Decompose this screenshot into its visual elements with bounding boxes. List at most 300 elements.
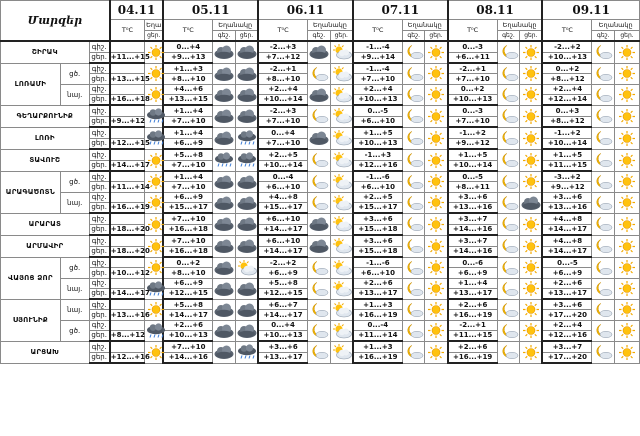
night-temperature: -2...+3 xyxy=(258,41,307,52)
sun-icon xyxy=(425,171,448,192)
night-temperature: 0...-3 xyxy=(448,41,497,52)
night-temperature: +5...+8 xyxy=(163,149,212,160)
cloud-icon xyxy=(308,127,331,149)
moon-icon xyxy=(592,299,615,320)
day-temperature: +10...+14 xyxy=(258,160,307,171)
day-label: ցեր. xyxy=(89,330,110,341)
sun-cloud-icon xyxy=(330,84,353,105)
night-temperature: +1...+4 xyxy=(163,127,212,138)
sun-cloud-icon xyxy=(330,149,353,171)
cloud-icon xyxy=(235,299,258,320)
day-label: ցեր. xyxy=(89,224,110,235)
sun-icon xyxy=(615,278,640,299)
rain-icon xyxy=(235,127,258,149)
rain-icon xyxy=(213,149,236,171)
moon-icon xyxy=(402,235,425,257)
sun-icon xyxy=(615,84,640,105)
sun-cloud-icon xyxy=(330,213,353,235)
night-temperature xyxy=(110,63,145,74)
night-temperature: +4...+8 xyxy=(542,213,591,224)
moon-icon xyxy=(592,41,615,63)
moon-icon xyxy=(308,341,331,363)
day-temperature: +14...+16 xyxy=(448,224,497,235)
day-temperature: +14...+17 xyxy=(110,161,150,170)
night-temperature: +1...+3 xyxy=(353,341,402,352)
sun-cloud-icon xyxy=(330,63,353,84)
moon-icon xyxy=(497,235,520,257)
day-temperature: +12...+15 xyxy=(163,288,212,299)
night-temperature: +1...+4 xyxy=(448,278,497,288)
sun-icon xyxy=(520,41,543,63)
day-temperature: +14...+16 xyxy=(448,246,497,257)
forecast-row xyxy=(1,105,640,116)
moon-icon xyxy=(592,127,615,149)
sun-icon xyxy=(615,341,640,363)
moon-icon xyxy=(592,257,615,278)
region-name: ԱՐԱԳԱԾՈՏՆ xyxy=(1,171,61,213)
night-temperature: 0...-6 xyxy=(448,257,497,268)
day-temperature: +8...+10 xyxy=(258,74,307,84)
cloud-icon xyxy=(308,235,331,257)
sun-icon xyxy=(615,320,640,341)
moon-icon xyxy=(592,341,615,363)
night-temperature: +7...+10 xyxy=(163,213,212,224)
sun-icon xyxy=(615,213,640,235)
night-temperature xyxy=(110,213,145,224)
day-temperature: +16...+19 xyxy=(448,310,497,320)
moon-icon xyxy=(402,257,425,278)
precip-header: Եղանակը xyxy=(213,20,258,31)
cloud-icon xyxy=(213,341,236,363)
day-label: ցեր. xyxy=(89,310,110,320)
zone-label: ցծ. xyxy=(60,257,89,278)
day-temperature: +8...+12 xyxy=(542,74,591,84)
day-temperature: +17...+20 xyxy=(542,352,591,363)
forecast-row xyxy=(1,299,640,310)
cloud-icon xyxy=(213,278,236,299)
day-subheader: ցեր. xyxy=(520,31,543,42)
night-temperature: -2...+3 xyxy=(258,105,307,116)
day-temperature: +10...+13 xyxy=(353,94,402,105)
moon-icon xyxy=(308,63,331,84)
night-temperature: +3...+7 xyxy=(448,213,497,224)
day-temperature: +7...+10 xyxy=(163,182,212,192)
zone-label: նայ. xyxy=(60,192,89,213)
sun-icon xyxy=(425,278,448,299)
night-temperature: 0...-4 xyxy=(353,320,402,330)
day-label: ցեր. xyxy=(89,138,110,149)
night-temperature xyxy=(110,41,145,52)
sun-icon xyxy=(615,41,640,63)
forecast-row xyxy=(1,127,640,138)
moon-icon xyxy=(402,127,425,149)
day-temperature: +6...+9 xyxy=(258,268,307,278)
sun-icon xyxy=(615,171,640,192)
moon-icon xyxy=(497,171,520,192)
region-name: ԱՐՄԱՎԻՐ xyxy=(1,235,90,257)
day-temperature: +10...+13 xyxy=(163,330,212,341)
precip-header: Եղանակը xyxy=(308,20,353,31)
day-temperature: +16...+18 xyxy=(163,246,212,257)
night-temperature: +3...+6 xyxy=(448,192,497,202)
cloud-icon xyxy=(213,257,236,278)
moon-icon xyxy=(592,171,615,192)
moon-icon xyxy=(497,192,520,213)
night-temperature: -1...+2 xyxy=(448,127,497,138)
night-temperature: 0...-5 xyxy=(448,171,497,182)
day-temperature: +9...+13 xyxy=(163,52,212,63)
day-temperature: +12...+16 xyxy=(353,160,402,171)
day-temperature: +16...+18 xyxy=(163,224,212,235)
night-temperature xyxy=(110,84,145,94)
cloud-icon xyxy=(213,235,236,257)
night-temperature xyxy=(110,278,145,288)
day-temperature: +7...+10 xyxy=(448,74,497,84)
region-name: ԳԵՂԱՐՔՈՒՆԻՔ xyxy=(1,105,90,127)
night-temperature: +2...+5 xyxy=(353,192,402,202)
sun-cloud-icon xyxy=(235,257,258,278)
night-temperature: +3...+6 xyxy=(353,235,402,246)
night-label: գիշ. xyxy=(89,257,110,268)
zone-label: ցծ. xyxy=(60,320,89,341)
moon-icon xyxy=(592,149,615,171)
forecast-row xyxy=(1,235,640,246)
rain-icon xyxy=(145,320,164,341)
night-temperature: 0...+2 xyxy=(448,84,497,94)
day-subheader: ցեր. xyxy=(425,31,448,42)
day-temperature: +7...+10 xyxy=(353,74,402,84)
forecast-row xyxy=(1,63,640,74)
cloud-icon xyxy=(235,213,258,235)
sun-icon xyxy=(425,235,448,257)
moon-icon xyxy=(402,299,425,320)
night-label: գիշ. xyxy=(89,213,110,224)
day-temperature: +7...+12 xyxy=(258,52,307,63)
temp-unit-header: T⁰C xyxy=(258,20,307,42)
night-temperature: +3...+6 xyxy=(353,213,402,224)
night-temperature: +2...+4 xyxy=(353,84,402,94)
date-header-1: 04.11 xyxy=(110,1,164,20)
sun-cloud-icon xyxy=(330,127,353,149)
forecast-row xyxy=(1,41,640,52)
moon-icon xyxy=(402,149,425,171)
night-subheader: գեշ. xyxy=(497,31,520,42)
day-temperature: +9...+12 xyxy=(110,117,146,126)
night-temperature: 0...+3 xyxy=(542,105,591,116)
sun-icon xyxy=(425,213,448,235)
moon-icon xyxy=(592,105,615,127)
precip-header: Եղանակը xyxy=(402,20,447,31)
day-temperature: +10...+12 xyxy=(110,268,150,277)
night-temperature: +6...+10 xyxy=(258,235,307,246)
moon-icon xyxy=(497,257,520,278)
day-label: ցեր. xyxy=(89,352,110,363)
day-temperature: +11...+14 xyxy=(110,182,150,191)
night-temperature xyxy=(110,171,145,182)
sun-icon xyxy=(425,320,448,341)
cloud-icon xyxy=(235,41,258,63)
night-temperature: 0...-3 xyxy=(448,105,497,116)
moon-icon xyxy=(592,320,615,341)
sun-icon xyxy=(615,299,640,320)
temp-unit-header: T⁰C xyxy=(542,20,591,42)
night-temperature: -1...+3 xyxy=(353,149,402,160)
moon-icon xyxy=(592,213,615,235)
night-temperature: 0...+2 xyxy=(163,257,212,268)
day-label: ցեր. xyxy=(89,268,110,278)
night-temperature: +4...+6 xyxy=(163,84,212,94)
day-temperature: +18...+20 xyxy=(110,247,150,256)
day-temperature: +12...+15 xyxy=(258,288,307,299)
temp-unit-header: T⁰C xyxy=(353,20,402,42)
zone-label: նայ. xyxy=(60,278,89,299)
night-temperature xyxy=(110,149,145,160)
day-temperature: +13...+15 xyxy=(110,74,150,83)
cloud-icon xyxy=(235,192,258,213)
night-temperature: -1...-4 xyxy=(353,63,402,74)
sun-icon xyxy=(425,341,448,363)
rain-icon xyxy=(235,149,258,171)
day-temperature: +11...+15 xyxy=(542,160,591,171)
night-temperature: -2...+2 xyxy=(258,257,307,268)
day-temperature: +12...+15 xyxy=(110,139,150,148)
zone-label: ցծ. xyxy=(60,171,89,192)
sun-cloud-icon xyxy=(330,278,353,299)
sun-icon xyxy=(425,41,448,63)
day-temperature: +12...+14 xyxy=(542,94,591,105)
day-temperature: +18...+20 xyxy=(110,225,150,234)
sun-icon xyxy=(520,149,543,171)
moon-icon xyxy=(592,192,615,213)
moon-icon xyxy=(497,320,520,341)
day-label: ցեր. xyxy=(89,116,110,127)
night-temperature xyxy=(110,192,145,202)
forecast-row xyxy=(1,84,640,94)
sun-cloud-icon xyxy=(330,105,353,127)
night-temperature: +3...+6 xyxy=(542,299,591,310)
night-temperature: +2...+4 xyxy=(542,320,591,330)
night-temperature: +6...+7 xyxy=(258,299,307,310)
night-subheader: գեշ. xyxy=(402,31,425,42)
sun-icon xyxy=(425,127,448,149)
day-temperature: +9...+14 xyxy=(353,52,402,63)
precip-header: Եղանակը xyxy=(497,20,542,31)
sun-icon xyxy=(615,149,640,171)
night-temperature xyxy=(110,320,145,330)
moon-icon xyxy=(592,235,615,257)
night-label: գիշ. xyxy=(89,320,110,330)
day-temperature: +8...+10 xyxy=(163,74,212,84)
night-temperature: +6...+9 xyxy=(163,278,212,288)
sun-cloud-icon xyxy=(330,41,353,63)
cloud-icon xyxy=(213,213,236,235)
day-temperature: +17...+20 xyxy=(542,310,591,320)
day-temperature: +16...+19 xyxy=(353,310,402,320)
sun-icon xyxy=(520,84,543,105)
day-temperature: +10...+14 xyxy=(542,138,591,149)
night-temperature: +3...+7 xyxy=(542,341,591,352)
night-temperature: +6...+9 xyxy=(163,192,212,202)
moon-icon xyxy=(308,299,331,320)
moon-icon xyxy=(497,213,520,235)
night-label: գիշ. xyxy=(89,149,110,160)
day-label: ցեր. xyxy=(89,94,110,105)
night-temperature: +2...+6 xyxy=(448,299,497,310)
zone-label: նայ. xyxy=(60,84,89,105)
moon-icon xyxy=(308,149,331,171)
night-temperature: +5...+8 xyxy=(258,278,307,288)
cloud-icon xyxy=(213,41,236,63)
sun-icon xyxy=(425,63,448,84)
moon-icon xyxy=(308,278,331,299)
day-temperature: +6...+9 xyxy=(163,138,212,149)
night-label: գիշ. xyxy=(89,341,110,352)
day-temperature: +6...+10 xyxy=(353,182,402,192)
moon-icon xyxy=(402,341,425,363)
night-temperature: +1...+3 xyxy=(353,299,402,310)
forecast-row xyxy=(1,171,640,182)
day-temperature: +14...+17 xyxy=(163,310,212,320)
moon-icon xyxy=(308,192,331,213)
night-temperature: -1...-6 xyxy=(353,171,402,182)
day-label: ցեր. xyxy=(89,52,110,63)
forecast-body xyxy=(1,41,640,363)
sun-icon xyxy=(425,257,448,278)
day-temperature: +6...+9 xyxy=(542,268,591,278)
day-subheader: ցեր. xyxy=(615,31,640,42)
day-temperature: +14...+16 xyxy=(163,352,212,363)
night-temperature xyxy=(110,341,145,352)
sun-cloud-icon xyxy=(330,320,353,341)
day-temperature: +15...+18 xyxy=(353,224,402,235)
rain-icon xyxy=(235,341,258,363)
day-temperature: +14...+17 xyxy=(258,224,307,235)
night-temperature xyxy=(110,257,145,268)
day-temperature: +10...+13 xyxy=(353,138,402,149)
day-temperature: +13...+17 xyxy=(258,352,307,363)
cloud-icon xyxy=(213,84,236,105)
sun-icon xyxy=(520,63,543,84)
region-name: ՍՅՈՒՆԻՔ xyxy=(1,299,61,341)
sun-icon xyxy=(520,278,543,299)
day-temperature: +6...+10 xyxy=(258,182,307,192)
night-temperature: -1...+2 xyxy=(542,127,591,138)
night-temperature: +2...+5 xyxy=(258,149,307,160)
cloud-icon xyxy=(213,171,236,192)
day-subheader: ցեր. xyxy=(330,31,353,42)
day-temperature: +16...+19 xyxy=(448,352,497,363)
day-temperature: +8...+11 xyxy=(448,182,497,192)
moon-icon xyxy=(402,63,425,84)
moon-icon xyxy=(402,171,425,192)
night-label: գիշ. xyxy=(89,84,110,94)
moon-icon xyxy=(497,105,520,127)
night-temperature xyxy=(110,127,145,138)
region-name: ԼՈՌԱՄԻ xyxy=(1,63,61,105)
moon-icon xyxy=(497,127,520,149)
day-label: ցեր. xyxy=(89,74,110,84)
night-temperature: -2...+1 xyxy=(258,63,307,74)
night-temperature: 0...+4 xyxy=(163,41,212,52)
sun-icon xyxy=(520,257,543,278)
night-label: գիշ. xyxy=(89,171,110,182)
day-temperature: +13...+17 xyxy=(542,288,591,299)
cloud-icon xyxy=(213,127,236,149)
day-temperature: +14...+17 xyxy=(258,310,307,320)
sun-icon xyxy=(425,149,448,171)
night-temperature: 0...+4 xyxy=(258,127,307,138)
cloud-icon xyxy=(520,192,543,213)
day-temperature: +13...+16 xyxy=(542,202,591,213)
region-name: ԱՐՑԱԽ xyxy=(1,341,90,363)
moon-icon xyxy=(592,84,615,105)
sun-icon xyxy=(520,105,543,127)
night-label: գիշ. xyxy=(89,41,110,52)
day-temperature: +7...+10 xyxy=(258,116,307,127)
night-temperature: 0...-4 xyxy=(258,171,307,182)
night-temperature: -3...+2 xyxy=(542,171,591,182)
day-label: ցեր. xyxy=(89,246,110,257)
moon-icon xyxy=(592,63,615,84)
forecast-row xyxy=(1,192,640,202)
day-label: ցեր. xyxy=(89,160,110,171)
day-temperature: +13...+15 xyxy=(163,94,212,105)
night-temperature: +1...+5 xyxy=(542,149,591,160)
cloud-icon xyxy=(213,299,236,320)
night-subheader: գեշ. xyxy=(308,31,331,42)
sun-cloud-icon xyxy=(330,257,353,278)
day-temperature: +9...+12 xyxy=(448,138,497,149)
region-name: ԼՈՌԻ xyxy=(1,127,90,149)
moon-icon xyxy=(308,320,331,341)
region-name: ՏԱՎՈՒՇ xyxy=(1,149,90,171)
sun-icon xyxy=(520,341,543,363)
sun-icon xyxy=(520,213,543,235)
day-temperature: +9...+12 xyxy=(542,182,591,192)
sun-icon xyxy=(615,105,640,127)
night-temperature: -1...-6 xyxy=(353,257,402,268)
moon-icon xyxy=(402,213,425,235)
sun-cloud-icon xyxy=(330,341,353,363)
sun-icon xyxy=(520,235,543,257)
cloud-icon xyxy=(235,278,258,299)
day-temperature: +7...+10 xyxy=(448,116,497,127)
table-header xyxy=(1,1,640,42)
moon-icon xyxy=(308,257,331,278)
night-temperature: 0...+4 xyxy=(258,320,307,330)
night-label: գիշ. xyxy=(89,192,110,202)
cloud-icon xyxy=(235,63,258,84)
day-subheader: ցեր. xyxy=(145,31,164,42)
moon-icon xyxy=(497,149,520,171)
night-temperature: 0...-5 xyxy=(353,105,402,116)
moon-icon xyxy=(402,192,425,213)
cloud-icon xyxy=(308,84,331,105)
day-temperature: +8...+12 xyxy=(542,116,591,127)
sun-icon xyxy=(425,84,448,105)
day-temperature: +8...+12 xyxy=(110,331,146,340)
sun-icon xyxy=(615,235,640,257)
region-name: ԱՐԱՐԱՏ xyxy=(1,213,90,235)
day-temperature: +10...+13 xyxy=(542,52,591,63)
day-temperature: +13...+16 xyxy=(448,202,497,213)
day-temperature: +15...+17 xyxy=(163,202,212,213)
day-temperature: +16...+19 xyxy=(353,352,402,363)
moon-icon xyxy=(592,278,615,299)
temp-unit-header: T⁰C xyxy=(163,20,212,42)
sun-icon xyxy=(615,127,640,149)
day-temperature: +6...+9 xyxy=(448,268,497,278)
